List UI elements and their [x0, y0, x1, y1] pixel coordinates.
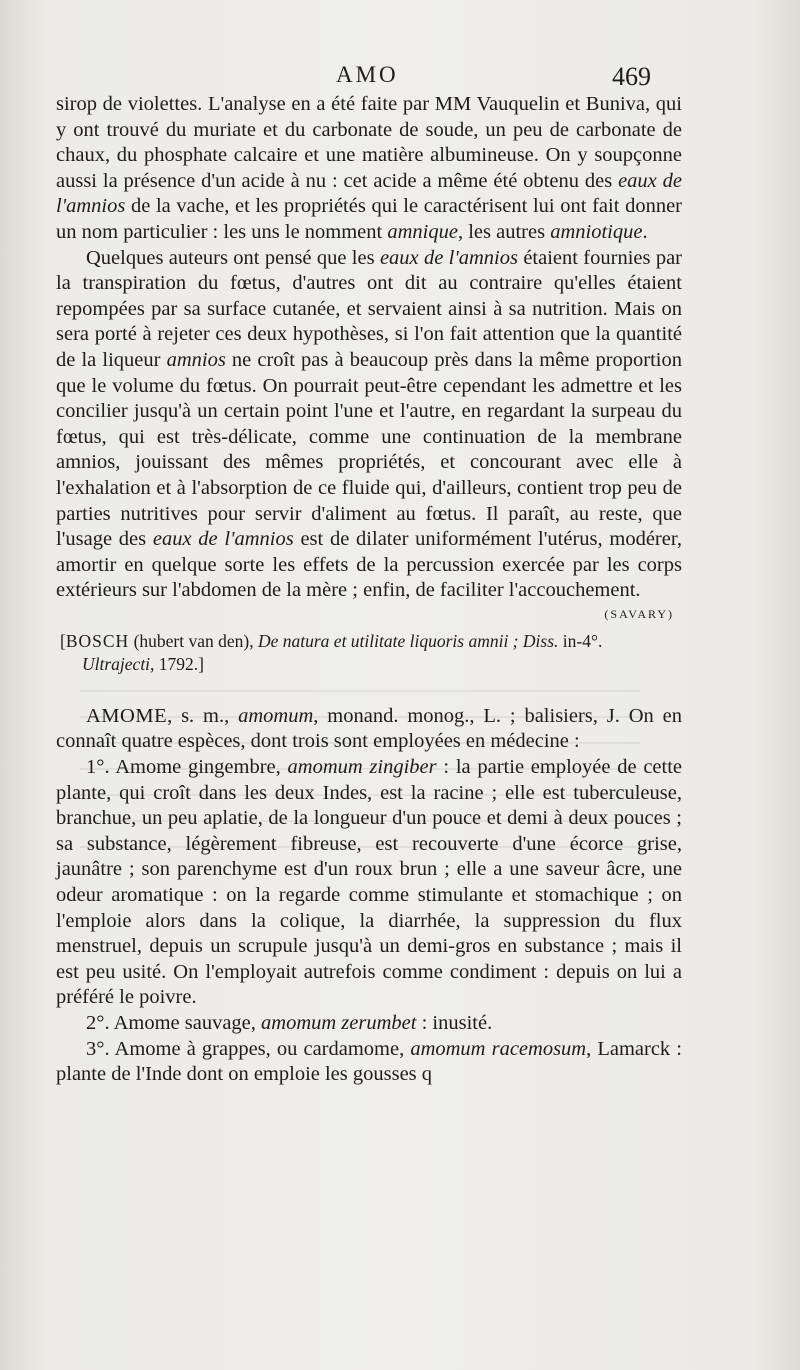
- text-run: est de dilater uniformément l'utérus, modérer, amortir en quelque sorte les effets de la percussion exercée par les corps extérieurs sur l'abdomen de la mère ; enfin, de faciliter l'accouchement.: [56, 528, 682, 602]
- text-run: , les autres: [457, 220, 551, 243]
- text-run: , s. m.,: [167, 704, 239, 727]
- text-run: , monand. monog., L. ; balisiers, J. On en connaît quatre espèces, dont trois sont employées en médecine :: [56, 704, 682, 753]
- text-run: : inusité.: [416, 1012, 493, 1034]
- text-run: 3°. Amome à grappes, ou cardamome,: [86, 1037, 411, 1060]
- biblio-author: BOSCH: [65, 630, 130, 651]
- bibliography-entry: [56, 630, 682, 676]
- entry-headword: AMOME: [86, 704, 168, 727]
- italic-term: amomum: [238, 704, 314, 727]
- biblio-imprint: [60, 653, 682, 676]
- italic-term: amnios: [166, 348, 226, 371]
- italic-term: amniotique: [550, 220, 643, 243]
- italic-term: amnique: [387, 220, 458, 243]
- text-run: ne croît pas à beaucoup près dans la même proportion que le volume du fœtus. On pourrait peut-être cependant les admettre et les concilier jusqu'à un certain point l'une et l'autre, en regardant la surpeau du fœtus, qui est très-délicate, comme une continuation de la membrane amnios, jouissant des mêmes propriétés, et concourant avec elle à l'exhalation et à l'absorption de ce fluide qui, d'ailleurs, contient trop peu de parties nutritives pour servir d'aliment au fœtus. Il paraît, au reste, que l'usage des: [56, 348, 682, 551]
- author-signature: (SAVARY): [604, 606, 674, 621]
- italic-term: amomum racemosum: [410, 1037, 587, 1060]
- text-run: étaient fournies par la transpiration du fœtus, d'autres ont dit au contraire qu'elles étaient repompées par sa surface cutanée, et servaient ainsi à sa nutrition. Mais on sera porté à rejeter ces deux hypothèses, si l'on fait attention que la quantité de la liqueur: [56, 246, 682, 371]
- italic-term: amomum zerumbet: [261, 1012, 417, 1034]
- text-run: Quelques auteurs ont pensé que les: [86, 246, 380, 269]
- italic-term: eaux de l'amnios: [379, 246, 518, 269]
- list-item-grappes: [56, 1037, 682, 1088]
- biblio-author-detail: (hubert van den),: [129, 630, 258, 651]
- page-number: 469: [612, 62, 651, 91]
- italic-term: eaux de l'amnios: [152, 528, 294, 551]
- page-header: [0, 60, 800, 94]
- italic-term: amomum zingiber: [287, 756, 437, 779]
- text-run: sirop de violettes. L'analyse en a été faite par MM Vauquelin et Buniva, qui y ont trouvé du muriate et du carbonate de soude, un peu de carbonate de chaux, du phosphate calcaire et une matière albumineuse. On y soupçonne aussi la présence d'un acide à nu : cet acide a même été obtenu des: [56, 93, 682, 192]
- bracket-open: [: [60, 630, 66, 651]
- page-body: [56, 92, 682, 1088]
- biblio-year: , 1792.]: [150, 653, 204, 674]
- list-item-gingembre: [56, 755, 682, 1011]
- list-item-sauvage: [56, 1011, 682, 1037]
- entry-amome: [56, 704, 682, 755]
- paragraph-amnios-function: [56, 246, 682, 604]
- text-run: .: [642, 220, 648, 243]
- biblio-place: Ultrajecti: [82, 653, 151, 674]
- text-run: , Lamarck : plante de l'Inde dont on emploie les gousses q: [56, 1037, 682, 1086]
- text-run: de la vache, et les propriétés qui le caractérisent lui ont fait donner un nom particulier : les uns le nomment: [56, 195, 682, 243]
- biblio-format: in-4°.: [558, 630, 603, 651]
- paragraph-amniotic-acid: [56, 92, 682, 246]
- biblio-title: De natura et utilitate liquoris amnii ; Diss.: [257, 630, 559, 651]
- italic-term: eaux de l'amnios: [56, 169, 683, 218]
- running-head: AMO: [336, 62, 399, 87]
- text-run: 2°. Amome sauvage,: [86, 1012, 262, 1034]
- text-run: 1°. Amome gingembre,: [86, 756, 288, 779]
- text-run: : la partie employée de cette plante, qui croît dans les deux Indes, est la racine ; elle est tuberculeuse, branchue, un peu aplatie, de la longueur d'un pouce et demi à deux pouces ; sa substance, légèrement fibreuse, est recouverte d'une écorce grise, jaunâtre ; son parenchyme est d'un roux brun ; elle a une saveur âcre, une odeur aromatique : on la regarde comme stimulante et stomachique ; on l'emploie alors dans la colique, la diarrhée, la suppression du flux menstruel, depuis un scrupule jusqu'à un demi-gros en substance ; mais il est peu usité. On l'employait autrefois comme condiment : depuis on lui a préféré le poivre.: [56, 756, 683, 1009]
